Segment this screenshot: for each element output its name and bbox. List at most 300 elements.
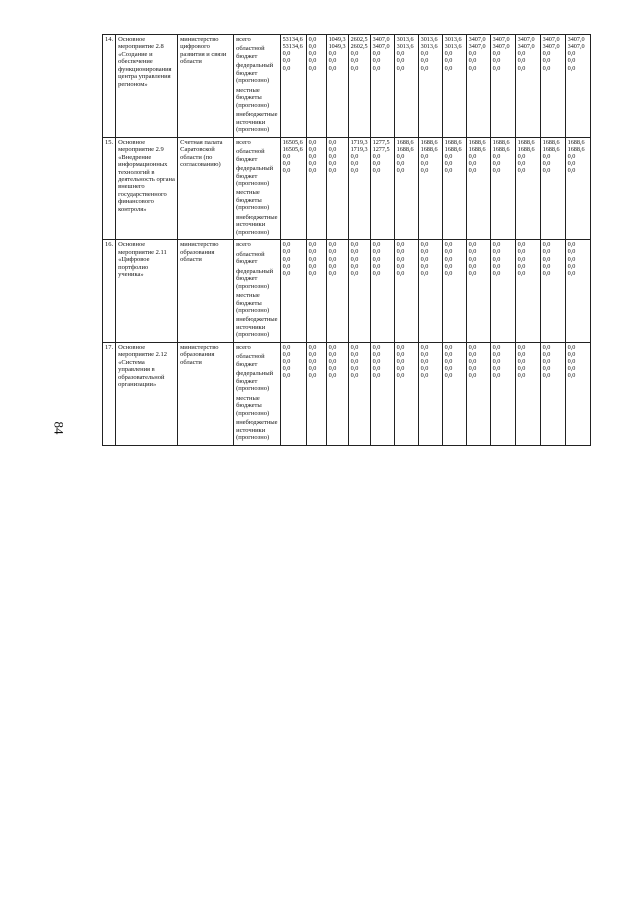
source-name: местные бюджеты (прогнозно) (236, 86, 270, 109)
value-entry: 1688,6 (420, 138, 438, 146)
value-entry: 0,0 (328, 365, 337, 373)
value-cell (540, 342, 565, 445)
value-entry: 0,0 (492, 64, 501, 72)
value-cell (326, 137, 348, 240)
value-entry: 0,0 (492, 351, 501, 358)
value-entry: 3407,0 (567, 36, 585, 43)
value-entry: 0,0 (396, 50, 405, 58)
value-entry: 0,0 (420, 248, 429, 256)
value-entry: 0,0 (282, 160, 291, 167)
row-number: 15. (103, 137, 116, 240)
value-entry: 3407,0 (468, 43, 486, 51)
value-entry: 0,0 (308, 138, 317, 146)
value-entry: 0,0 (328, 138, 337, 146)
value-entry: 0,0 (328, 269, 337, 277)
value-entry: 0,0 (396, 160, 405, 167)
value-entry: 0,0 (542, 255, 551, 263)
value-entry: 0,0 (444, 152, 453, 160)
value-entry: 16505,6 (282, 138, 303, 146)
value-entry: 0,0 (517, 351, 526, 358)
value-entry: 0,0 (372, 262, 381, 270)
value-cell (565, 342, 590, 445)
executor-name: министерство образования области (178, 342, 234, 445)
value-entry: 0,0 (282, 57, 291, 65)
value-entry: 0,0 (328, 57, 337, 65)
source-name: местные бюджеты (прогнозно) (236, 292, 270, 314)
value-entry: 2602,5 (350, 43, 368, 51)
value-entry: 0,0 (517, 365, 526, 373)
value-entry: 0,0 (420, 343, 429, 351)
value-entry: 3407,0 (492, 43, 510, 51)
value-entry: 0,0 (542, 152, 551, 160)
value-entry: 0,0 (542, 160, 551, 167)
value-entry: 0,0 (396, 64, 405, 72)
value-entry: 0,0 (328, 152, 337, 160)
value-entry: 0,0 (328, 167, 337, 175)
value-entry: 0,0 (328, 262, 337, 270)
value-entry: 0,0 (308, 262, 317, 270)
value-cell (394, 240, 418, 343)
value-entry: 0,0 (350, 343, 359, 351)
value-entry: 0,0 (542, 343, 551, 351)
value-entry: 0,0 (328, 145, 337, 153)
value-entry: 0,0 (420, 262, 429, 270)
value-entry: 0,0 (350, 160, 359, 167)
row-number: 17. (103, 342, 116, 445)
source-name: всего (236, 138, 251, 146)
value-entry: 0,0 (308, 160, 317, 167)
value-entry: 0,0 (372, 64, 381, 72)
value-entry: 0,0 (444, 57, 453, 65)
value-entry: 0,0 (468, 372, 477, 380)
value-entry: 0,0 (567, 152, 576, 160)
value-entry: 0,0 (444, 255, 453, 263)
value-entry: 0,0 (444, 358, 453, 366)
value-entry: 0,0 (372, 372, 381, 380)
value-entry: 0,0 (420, 269, 429, 277)
value-entry: 0,0 (282, 351, 291, 358)
value-entry: 3013,6 (396, 43, 414, 51)
source-name: всего (236, 241, 251, 249)
source-name: областной бюджет (236, 148, 265, 163)
value-cell (515, 342, 540, 445)
value-entry: 0,0 (420, 57, 429, 65)
value-entry: 0,0 (444, 343, 453, 351)
value-entry: 0,0 (517, 269, 526, 277)
value-entry: 0,0 (492, 167, 501, 175)
value-cell (370, 342, 394, 445)
value-cell (466, 342, 490, 445)
source-list (234, 137, 280, 240)
value-entry: 0,0 (444, 351, 453, 358)
source-name: областной бюджет (236, 250, 265, 266)
value-entry: 0,0 (567, 365, 576, 373)
value-entry: 1688,6 (517, 138, 535, 146)
source-name: внебюджетные источники (прогнозно) (236, 213, 278, 236)
value-cell (442, 240, 466, 343)
value-cell (326, 35, 348, 138)
value-entry: 53134,6 (282, 43, 303, 51)
value-entry: 0,0 (567, 351, 576, 358)
source-name: внебюджетные источники (прогнозно) (236, 316, 278, 339)
value-entry: 16505,6 (282, 145, 303, 153)
value-cell (565, 35, 590, 138)
value-entry: 0,0 (542, 262, 551, 270)
value-entry: 1688,6 (567, 145, 585, 153)
value-cell (394, 342, 418, 445)
value-entry: 0,0 (492, 269, 501, 277)
value-entry: 0,0 (567, 64, 576, 72)
value-entry: 1049,3 (328, 36, 346, 43)
value-entry: 0,0 (492, 365, 501, 373)
value-entry: 0,0 (567, 255, 576, 263)
value-entry: 0,0 (372, 241, 381, 249)
source-name: областной бюджет (236, 353, 265, 368)
value-entry: 3013,6 (420, 36, 438, 43)
value-entry: 0,0 (517, 57, 526, 65)
value-entry: 0,0 (282, 365, 291, 373)
value-entry: 0,0 (542, 248, 551, 256)
value-entry: 0,0 (517, 343, 526, 351)
value-entry: 0,0 (308, 64, 317, 72)
value-entry: 0,0 (328, 50, 337, 58)
value-entry: 0,0 (350, 241, 359, 249)
value-entry: 0,0 (282, 152, 291, 160)
table-row (103, 240, 591, 343)
executor-name: Счетная палата Саратовской области (по согласованию) (178, 137, 234, 240)
value-entry: 0,0 (372, 255, 381, 263)
value-entry: 0,0 (350, 152, 359, 160)
value-entry: 0,0 (444, 269, 453, 277)
value-entry: 0,0 (468, 255, 477, 263)
value-entry: 0,0 (517, 167, 526, 175)
row-number: 14. (103, 35, 116, 138)
executor-name: министерство образования области (178, 240, 234, 343)
value-cell (370, 137, 394, 240)
value-entry: 1688,6 (468, 145, 486, 153)
value-entry: 0,0 (282, 255, 291, 263)
value-entry: 0,0 (372, 269, 381, 277)
value-entry: 0,0 (372, 343, 381, 351)
budget-table (102, 34, 591, 446)
value-entry: 0,0 (517, 358, 526, 366)
value-cell (442, 342, 466, 445)
value-entry: 0,0 (420, 160, 429, 167)
value-entry: 0,0 (468, 64, 477, 72)
value-entry: 0,0 (396, 269, 405, 277)
value-entry: 0,0 (350, 262, 359, 270)
value-entry: 0,0 (350, 248, 359, 256)
value-entry: 0,0 (350, 372, 359, 380)
value-cell (515, 240, 540, 343)
value-entry: 0,0 (308, 50, 317, 58)
value-entry: 3013,6 (420, 43, 438, 51)
value-entry: 0,0 (492, 160, 501, 167)
value-entry: 0,0 (328, 351, 337, 358)
value-entry: 0,0 (308, 269, 317, 277)
value-entry: 0,0 (542, 351, 551, 358)
value-entry: 0,0 (567, 372, 576, 380)
value-entry: 0,0 (567, 167, 576, 175)
value-entry: 0,0 (420, 358, 429, 366)
value-entry: 0,0 (308, 145, 317, 153)
value-entry: 0,0 (396, 372, 405, 380)
value-entry: 3407,0 (492, 36, 510, 43)
value-entry: 0,0 (468, 343, 477, 351)
value-entry: 3407,0 (372, 36, 390, 43)
value-cell (306, 35, 326, 138)
value-entry: 3407,0 (542, 43, 560, 51)
event-name: Основное мероприятие 2.11 «Цифровое портфолио ученика» (116, 240, 178, 343)
value-entry: 0,0 (328, 64, 337, 72)
value-entry: 0,0 (282, 241, 291, 249)
value-entry: 0,0 (308, 255, 317, 263)
value-entry: 0,0 (468, 241, 477, 249)
value-entry: 1688,6 (517, 145, 535, 153)
value-entry: 0,0 (468, 269, 477, 277)
source-name: внебюджетные источники (прогнозно) (236, 111, 278, 134)
source-list (234, 342, 280, 445)
value-entry: 0,0 (350, 167, 359, 175)
value-entry: 3013,6 (396, 36, 414, 43)
value-entry: 0,0 (444, 262, 453, 270)
value-entry: 0,0 (567, 160, 576, 167)
value-entry: 0,0 (396, 343, 405, 351)
source-name: федеральный бюджет (прогнозно) (236, 165, 274, 187)
value-entry: 0,0 (468, 160, 477, 167)
source-name: федеральный бюджет (прогнозно) (236, 267, 274, 290)
value-entry: 0,0 (372, 351, 381, 358)
value-entry: 0,0 (420, 241, 429, 249)
value-entry: 0,0 (282, 248, 291, 256)
value-entry: 0,0 (567, 269, 576, 277)
value-cell (466, 240, 490, 343)
value-entry: 0,0 (542, 167, 551, 175)
value-entry: 3407,0 (468, 36, 486, 43)
value-cell (442, 137, 466, 240)
value-entry: 53134,6 (282, 36, 303, 43)
value-entry: 0,0 (328, 255, 337, 263)
value-entry: 0,0 (308, 167, 317, 175)
value-entry: 3407,0 (542, 36, 560, 43)
table-row (103, 342, 591, 445)
value-entry: 0,0 (396, 57, 405, 65)
source-name: федеральный бюджет (прогнозно) (236, 62, 274, 85)
table-row (103, 137, 591, 240)
value-entry: 1688,6 (542, 138, 560, 146)
event-name: Основное мероприятие 2.9 «Внедрение информационных технологий в деятельность органа внешнего государственного финансового контроля» (116, 137, 178, 240)
value-entry: 0,0 (567, 358, 576, 366)
value-entry: 0,0 (396, 262, 405, 270)
value-entry: 0,0 (328, 160, 337, 167)
value-cell (394, 137, 418, 240)
value-entry: 0,0 (542, 50, 551, 58)
value-entry: 1688,6 (542, 145, 560, 153)
value-entry: 0,0 (420, 167, 429, 175)
value-entry: 0,0 (542, 64, 551, 72)
value-entry: 2602,5 (350, 36, 368, 43)
value-entry: 0,0 (328, 372, 337, 380)
source-name: федеральный бюджет (прогнозно) (236, 370, 274, 393)
value-entry: 3407,0 (567, 43, 585, 51)
value-entry: 0,0 (567, 262, 576, 270)
value-entry: 0,0 (350, 269, 359, 277)
value-entry: 0,0 (372, 248, 381, 256)
value-entry: 0,0 (350, 358, 359, 366)
value-entry: 3407,0 (517, 36, 535, 43)
value-entry: 0,0 (372, 152, 381, 160)
value-entry: 0,0 (420, 365, 429, 373)
value-entry: 0,0 (517, 64, 526, 72)
value-entry: 0,0 (517, 372, 526, 380)
value-entry: 0,0 (444, 248, 453, 256)
value-cell (466, 137, 490, 240)
row-number: 16. (103, 240, 116, 343)
value-entry: 0,0 (396, 241, 405, 249)
value-entry: 0,0 (492, 262, 501, 270)
value-entry: 0,0 (372, 167, 381, 175)
value-entry: 0,0 (542, 241, 551, 249)
value-entry: 0,0 (492, 57, 501, 65)
value-entry: 0,0 (542, 372, 551, 380)
value-entry: 0,0 (350, 57, 359, 65)
value-entry: 1688,6 (444, 145, 462, 153)
value-cell (418, 35, 442, 138)
value-entry: 0,0 (308, 358, 317, 366)
value-cell (565, 137, 590, 240)
value-entry: 0,0 (468, 248, 477, 256)
value-cell (466, 35, 490, 138)
event-name: Основное мероприятие 2.8 «Создание и обеспечение функционирования центра управления регионом» (116, 35, 178, 138)
value-cell (515, 137, 540, 240)
value-cell (490, 342, 515, 445)
value-cell (348, 342, 370, 445)
value-entry: 0,0 (567, 241, 576, 249)
value-entry: 0,0 (396, 351, 405, 358)
value-cell (348, 240, 370, 343)
value-cell (490, 35, 515, 138)
value-entry: 0,0 (372, 57, 381, 65)
value-entry: 1277,5 (372, 145, 390, 153)
value-entry: 0,0 (420, 64, 429, 72)
value-entry: 0,0 (282, 372, 291, 380)
table-row (103, 35, 591, 138)
value-cell (280, 240, 306, 343)
value-entry: 0,0 (350, 351, 359, 358)
value-cell (306, 240, 326, 343)
value-entry: 0,0 (420, 255, 429, 263)
source-name: местные бюджеты (прогнозно) (236, 189, 270, 212)
page-number: 84 (51, 421, 67, 435)
value-entry: 0,0 (444, 64, 453, 72)
value-entry: 0,0 (328, 248, 337, 256)
source-list (234, 35, 280, 138)
value-cell (370, 35, 394, 138)
value-entry: 0,0 (328, 343, 337, 351)
value-entry: 0,0 (517, 262, 526, 270)
value-entry: 0,0 (328, 358, 337, 366)
value-entry: 0,0 (372, 358, 381, 366)
value-entry: 3013,6 (444, 36, 462, 43)
value-entry: 3407,0 (517, 43, 535, 51)
value-entry: 0,0 (308, 36, 317, 43)
value-entry: 0,0 (468, 365, 477, 373)
source-name: всего (236, 343, 251, 351)
value-entry: 0,0 (542, 358, 551, 366)
value-entry: 0,0 (350, 64, 359, 72)
value-entry: 0,0 (517, 50, 526, 58)
value-cell (515, 35, 540, 138)
value-entry: 1688,6 (567, 138, 585, 146)
value-entry: 0,0 (308, 152, 317, 160)
value-entry: 0,0 (282, 358, 291, 366)
value-cell (540, 240, 565, 343)
value-cell (394, 35, 418, 138)
value-cell (540, 35, 565, 138)
value-entry: 0,0 (308, 343, 317, 351)
value-entry: 0,0 (308, 241, 317, 249)
value-entry: 1049,3 (328, 43, 346, 51)
value-entry: 0,0 (396, 255, 405, 263)
value-cell (280, 342, 306, 445)
source-name: внебюджетные источники (прогнозно) (236, 419, 278, 442)
value-entry: 1688,6 (492, 145, 510, 153)
value-entry: 0,0 (420, 152, 429, 160)
value-entry: 0,0 (517, 248, 526, 256)
value-entry: 0,0 (492, 241, 501, 249)
value-entry: 0,0 (308, 372, 317, 380)
value-entry: 0,0 (350, 50, 359, 58)
value-entry: 0,0 (468, 262, 477, 270)
value-entry: 0,0 (396, 167, 405, 175)
value-cell (490, 137, 515, 240)
value-cell (565, 240, 590, 343)
value-entry: 0,0 (444, 50, 453, 58)
value-entry: 0,0 (542, 57, 551, 65)
source-name: областной бюджет (236, 45, 265, 60)
value-entry: 0,0 (308, 43, 317, 51)
value-entry: 0,0 (444, 160, 453, 167)
value-cell (540, 137, 565, 240)
value-entry: 1719,3 (350, 145, 368, 153)
value-entry: 0,0 (468, 358, 477, 366)
value-entry: 0,0 (372, 160, 381, 167)
source-name: местные бюджеты (прогнозно) (236, 394, 270, 417)
value-entry: 1688,6 (396, 145, 414, 153)
value-entry: 0,0 (308, 57, 317, 65)
value-cell (418, 137, 442, 240)
value-entry: 0,0 (444, 167, 453, 175)
value-entry: 3013,6 (444, 43, 462, 51)
value-entry: 0,0 (350, 255, 359, 263)
value-cell (348, 35, 370, 138)
value-entry: 0,0 (282, 50, 291, 58)
value-entry: 1688,6 (468, 138, 486, 146)
value-entry: 0,0 (308, 351, 317, 358)
value-entry: 0,0 (396, 152, 405, 160)
value-entry: 0,0 (468, 152, 477, 160)
value-entry: 0,0 (517, 160, 526, 167)
value-entry: 0,0 (308, 248, 317, 256)
value-entry: 0,0 (282, 343, 291, 351)
value-entry: 0,0 (396, 358, 405, 366)
value-entry: 0,0 (468, 50, 477, 58)
value-cell (306, 342, 326, 445)
value-entry: 0,0 (492, 358, 501, 366)
value-entry: 1277,5 (372, 138, 390, 146)
value-entry: 0,0 (567, 57, 576, 65)
value-entry: 0,0 (567, 343, 576, 351)
